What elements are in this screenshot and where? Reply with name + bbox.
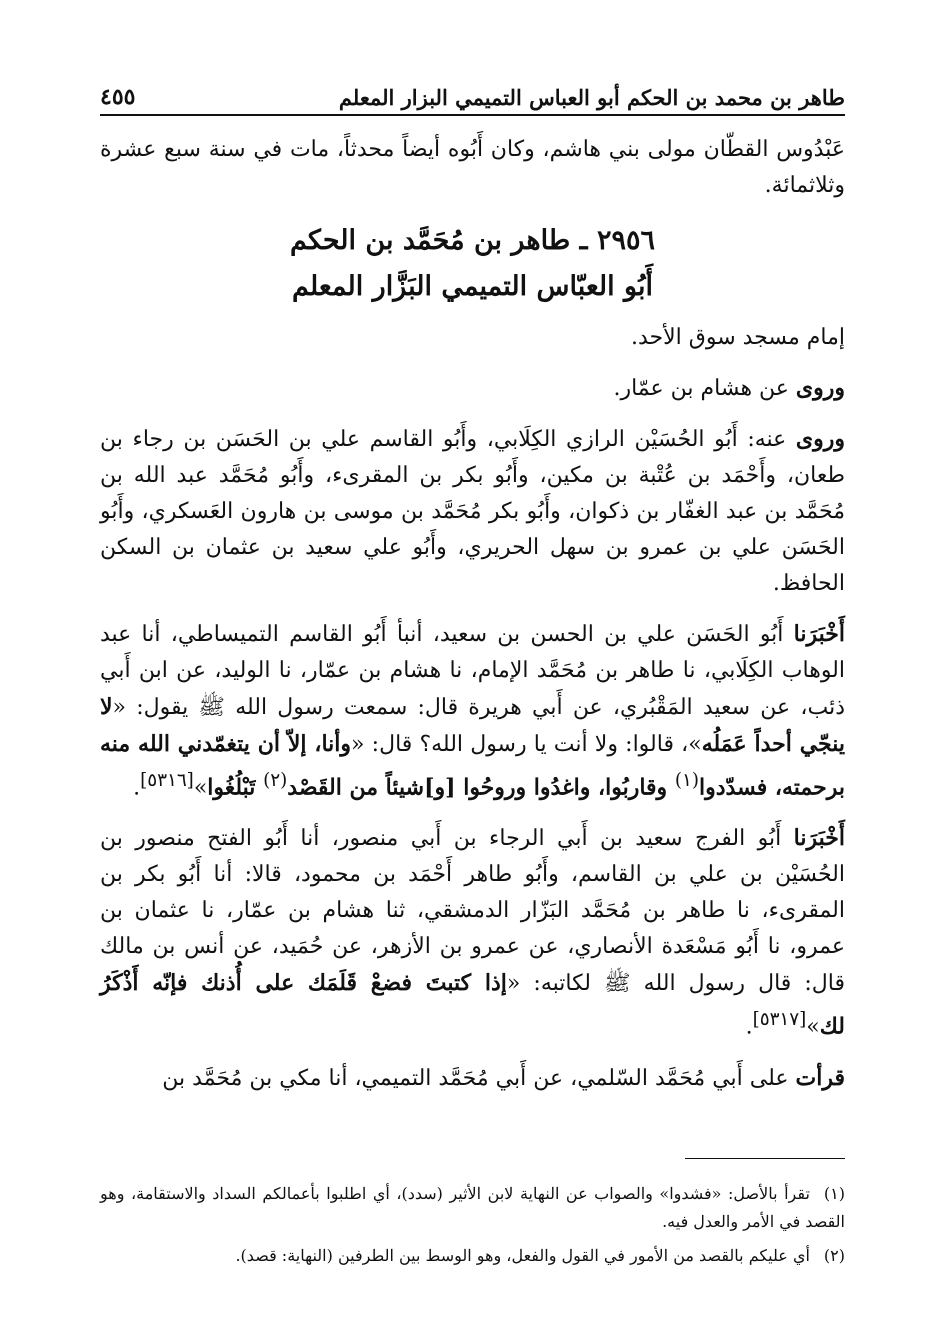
hadith-text: وقاربُوا، واغدُوا وروحُوا [و]شيئاً من القَصْد [287,774,675,801]
lead-word: أَخْبَرَنا [793,825,845,852]
entry-heading [100,218,845,310]
footnote-2 [100,1242,845,1270]
hadith-text: إذا كتبتَ فضعْ قَلَمَك على أُذنك فإنّه أَذْكَرُ لك [100,970,845,1040]
lead-word: قرأت [795,1064,845,1091]
footnote-number: (١) [823,1184,845,1203]
footnotes [100,1180,845,1276]
entry-heading-line-1: ٢٩٥٦ ـ طاهر بن مُحَمَّد بن الحكم [289,225,656,256]
footnote-separator [685,1158,845,1159]
hadith-reference: [٥٣١٧] [752,1009,807,1031]
period: . [133,775,141,801]
footnote-marker: (١) [674,770,699,791]
paragraph-isnad-2 [100,820,845,1045]
footnote-text: تقرأ بالأصل: «فشدوا» والصواب عن النهاية لابن الأثير (سدد)، أي اطلبوا بأعمالكم السداد والاستقامة، وهو القصد في الأمر والعدل فيه. [100,1184,845,1231]
footnote-number: (٢) [823,1246,845,1265]
quote-close: » [806,1014,820,1040]
entry-heading-line-2: أَبُو العبّاس التميمي البَزَّار المعلم [292,271,653,302]
footnote-text: أي عليكم بالقصد من الأمور في القول والفعل، وهو الوسط بين الطرفين (النهاية: قصد). [235,1246,810,1265]
running-header [100,70,845,116]
hadith-text: وأنا، إلاّ أن يتغمّدني الله منه برحمته، فسدّدوا [100,731,845,801]
paragraph-narrated-from [100,370,845,407]
paragraph-text: على أَبي مُحَمَّد السّلمي، عن أَبي مُحَمَّد التميمي، أنا مكي بن مُحَمَّد بن [162,1065,796,1091]
footnote-1 [100,1180,845,1236]
intro-paragraph: عَبْدُوس القطّان مولى بني هاشم، وكان أَبُوه أيضاً محدثاً، مات في سنة سبع عشرة وثلاثمائة. [100,137,845,198]
running-title: طاهر بن محمد بن الحكم أبو العباس التميمي البزار المعلم [338,85,845,110]
lead-word: وروى [795,375,845,401]
paragraph-text: عنه: أَبُو الحُسَيْن الرازي الكِلَابي، وأَبُو القاسم علي بن الحَسَن بن رجاء بن طعان، وأَحْمَد بن عُتْبة بن مكين، وأَبُو بكر بن المقرىء، وأَبُو مُحَمَّد عبد الله بن مُحَمَّد بن عبد الغفّار بن ذكوان، وأَبُو بكر مُحَمَّد بن موسى بن هارون العَسكري، وأَبُو الحَسَن علي بن عمرو بن سهل الحريري، وأَبُو علي سعيد بن عثمان بن السكن الحافظ. [100,427,845,596]
main-text [100,132,845,1097]
paragraph-imam: إمام مسجد سوق الأحد. [630,325,845,350]
hadith-text: لا ينجّي أحداً عَمَلُه [100,694,845,757]
page-number: ٤٥٥ [100,84,136,110]
hadith-reference: [٥٣١٦] [140,770,194,791]
footnote-marker: (٢) [263,770,288,791]
paragraph-narrators [100,421,845,602]
paragraph-text: عن هشام بن عمّار. [613,376,796,401]
hadith-text: تَبْلُغُوا [207,774,264,801]
period: . [745,1014,753,1040]
paragraph-isnad-1 [100,616,845,806]
quote-close: » [193,775,208,801]
paragraph-qaraat [100,1060,845,1097]
paragraph-text: »، قالوا: ولا أنت يا رسول الله؟ قال: « [351,732,702,757]
lead-word: أَخْبَرَنا [793,621,845,647]
paragraph-text: أَبُو الفرج سعيد بن أَبي الرجاء بن أَبي منصور، أنا أَبُو الفتح منصور بن الحُسَيْن بن علي بن القاسم، وأَبُو طاهر أَحْمَد بن محمود، قالا: أنا أَبُو بكر بن المقرىء، نا طاهر بن مُحَمَّد البَزّار الدمشقي، ثنا هشام بن عمّار، نا عثمان بن عمرو، نا أَبُو مَسْعَدة الأنصاري، عن عمرو بن الأزهر، عن حُمَيد، عن أنس بن مالك قال: قال رسول الله ﷺ لكاتبه: « [100,826,845,997]
paragraph-text: أَبُو الحَسَن علي بن الحسن بن سعيد، أنبأ أَبُو القاسم التميساطي، أنا عبد الوهاب الكِلَابي، نا طاهر بن مُحَمَّد الإمام، نا هشام بن عمّار، نا الوليد، عن ابن أَبي ذئب، عن سعيد المَقْبُري، عن أَبي هريرة قال: سمعت رسول الله ﷺ يقول: « [100,622,845,720]
lead-word: وروى [795,426,845,452]
